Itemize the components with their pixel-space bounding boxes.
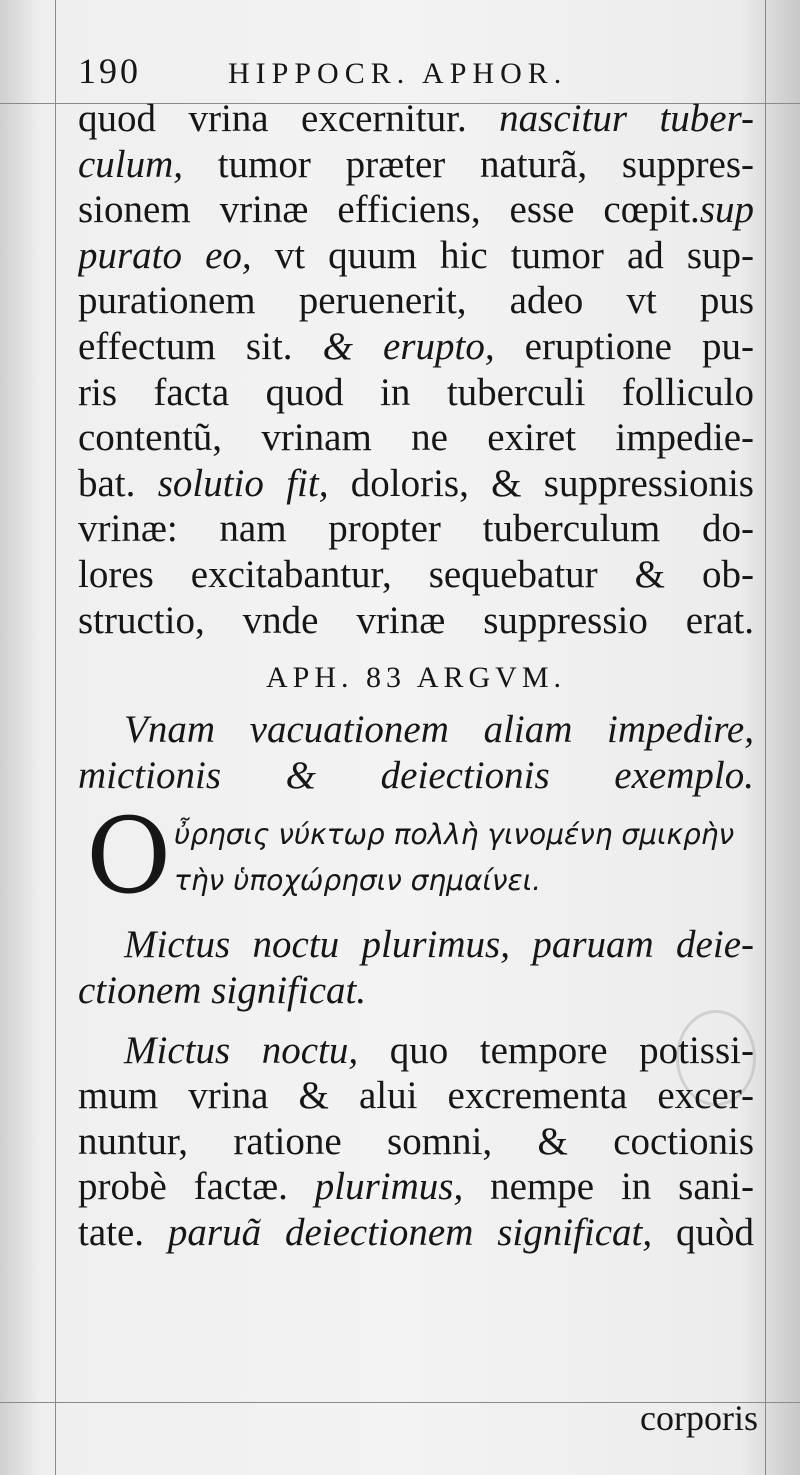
text-run: tumor præter naturã, suppres- [183,142,754,186]
text-run: culum, [78,142,184,186]
text-run: sionem vrinæ efficiens, esse cœpit. [78,188,700,232]
text-line [78,187,754,233]
text-line [78,278,754,324]
commentary-a [78,96,754,643]
aphorism-line: ctionem significat. [78,968,367,1012]
text-line [78,506,754,552]
running-header [78,50,754,96]
text-run: solutio fit, [157,461,329,505]
text-run: quòd [652,1210,754,1254]
text-block [78,50,754,1255]
text-run: paruã deiectionem significat, [167,1210,653,1254]
aphorism-line: Mictus noctu plurimus, paruam deie- [124,923,754,967]
commentary-b [78,1028,754,1256]
text-line [78,415,754,461]
text-line [78,461,754,507]
text-line [78,598,754,644]
text-run: mum vrina & alui excrementa excer- [78,1074,754,1118]
text-run: structio, vnde vrinæ suppressio erat. [78,598,754,642]
text-run: nuntur, ratione somni, & coctionis [78,1119,754,1163]
running-title: HIPPOCR. APHOR. [228,57,568,90]
text-run: vt quum hic tumor ad sup- [251,233,754,277]
text-run: ris facta quod in tuberculi folliculo [78,370,754,414]
text-run: vrinæ: nam propter tuberculum do- [78,507,754,551]
text-line [78,1119,754,1165]
page-number: 190 [78,51,141,91]
text-run: eruptione pu- [494,324,754,368]
text-line [78,233,754,279]
text-line [78,1210,754,1256]
greek-aphorism [78,795,754,918]
drop-cap: O [86,795,172,918]
text-run: plurimus, [314,1165,464,1209]
text-run: doloris, & suppressionis [328,461,754,505]
text-line [78,1073,754,1119]
margin-rule-left [55,0,56,1475]
text-run: Mictus noctu, [124,1028,359,1072]
argument-line: Vnam vacuationem aliam impedire, [124,708,754,752]
margin-rule-right [765,0,766,1475]
greek-line: τὴν ὑποχώρησιν σημαίνει. [174,864,542,898]
text-line [78,96,754,142]
text-run: purato eo, [78,233,252,277]
greek-line: ὖρησις νύκτωρ πολλὴ γινομένη σμικρὴν [174,818,735,852]
text-run: quod vrina excernitur. [78,97,500,140]
text-run: effectum sit. [78,324,323,368]
text-run: nempe in sani- [463,1165,754,1209]
text-line [78,1164,754,1210]
text-line [78,142,754,188]
text-line [78,552,754,598]
text-line [78,1028,754,1074]
text-run: quo tempore potissi- [358,1028,754,1072]
argument-heading: APH. 83 ARGVM. [265,661,567,695]
catchword: corporis [640,1398,758,1438]
text-run: probè factæ. [78,1165,315,1209]
text-line [78,370,754,416]
text-line [78,324,754,370]
text-run: purationem peruenerit, adeo vt pus [78,279,754,323]
text-run: lores excitabantur, sequebatur & ob- [78,552,754,596]
text-run: nascitur tuber- [499,97,754,140]
text-run: & erupto, [322,324,495,368]
text-run: bat. [78,461,158,505]
text-run: sup [699,188,754,232]
argument-line: mictionis & deiectionis exemplo. [78,753,754,797]
text-run: contentũ, vrinam ne exiret impedie- [78,416,754,460]
text-run: tate. [78,1210,168,1254]
